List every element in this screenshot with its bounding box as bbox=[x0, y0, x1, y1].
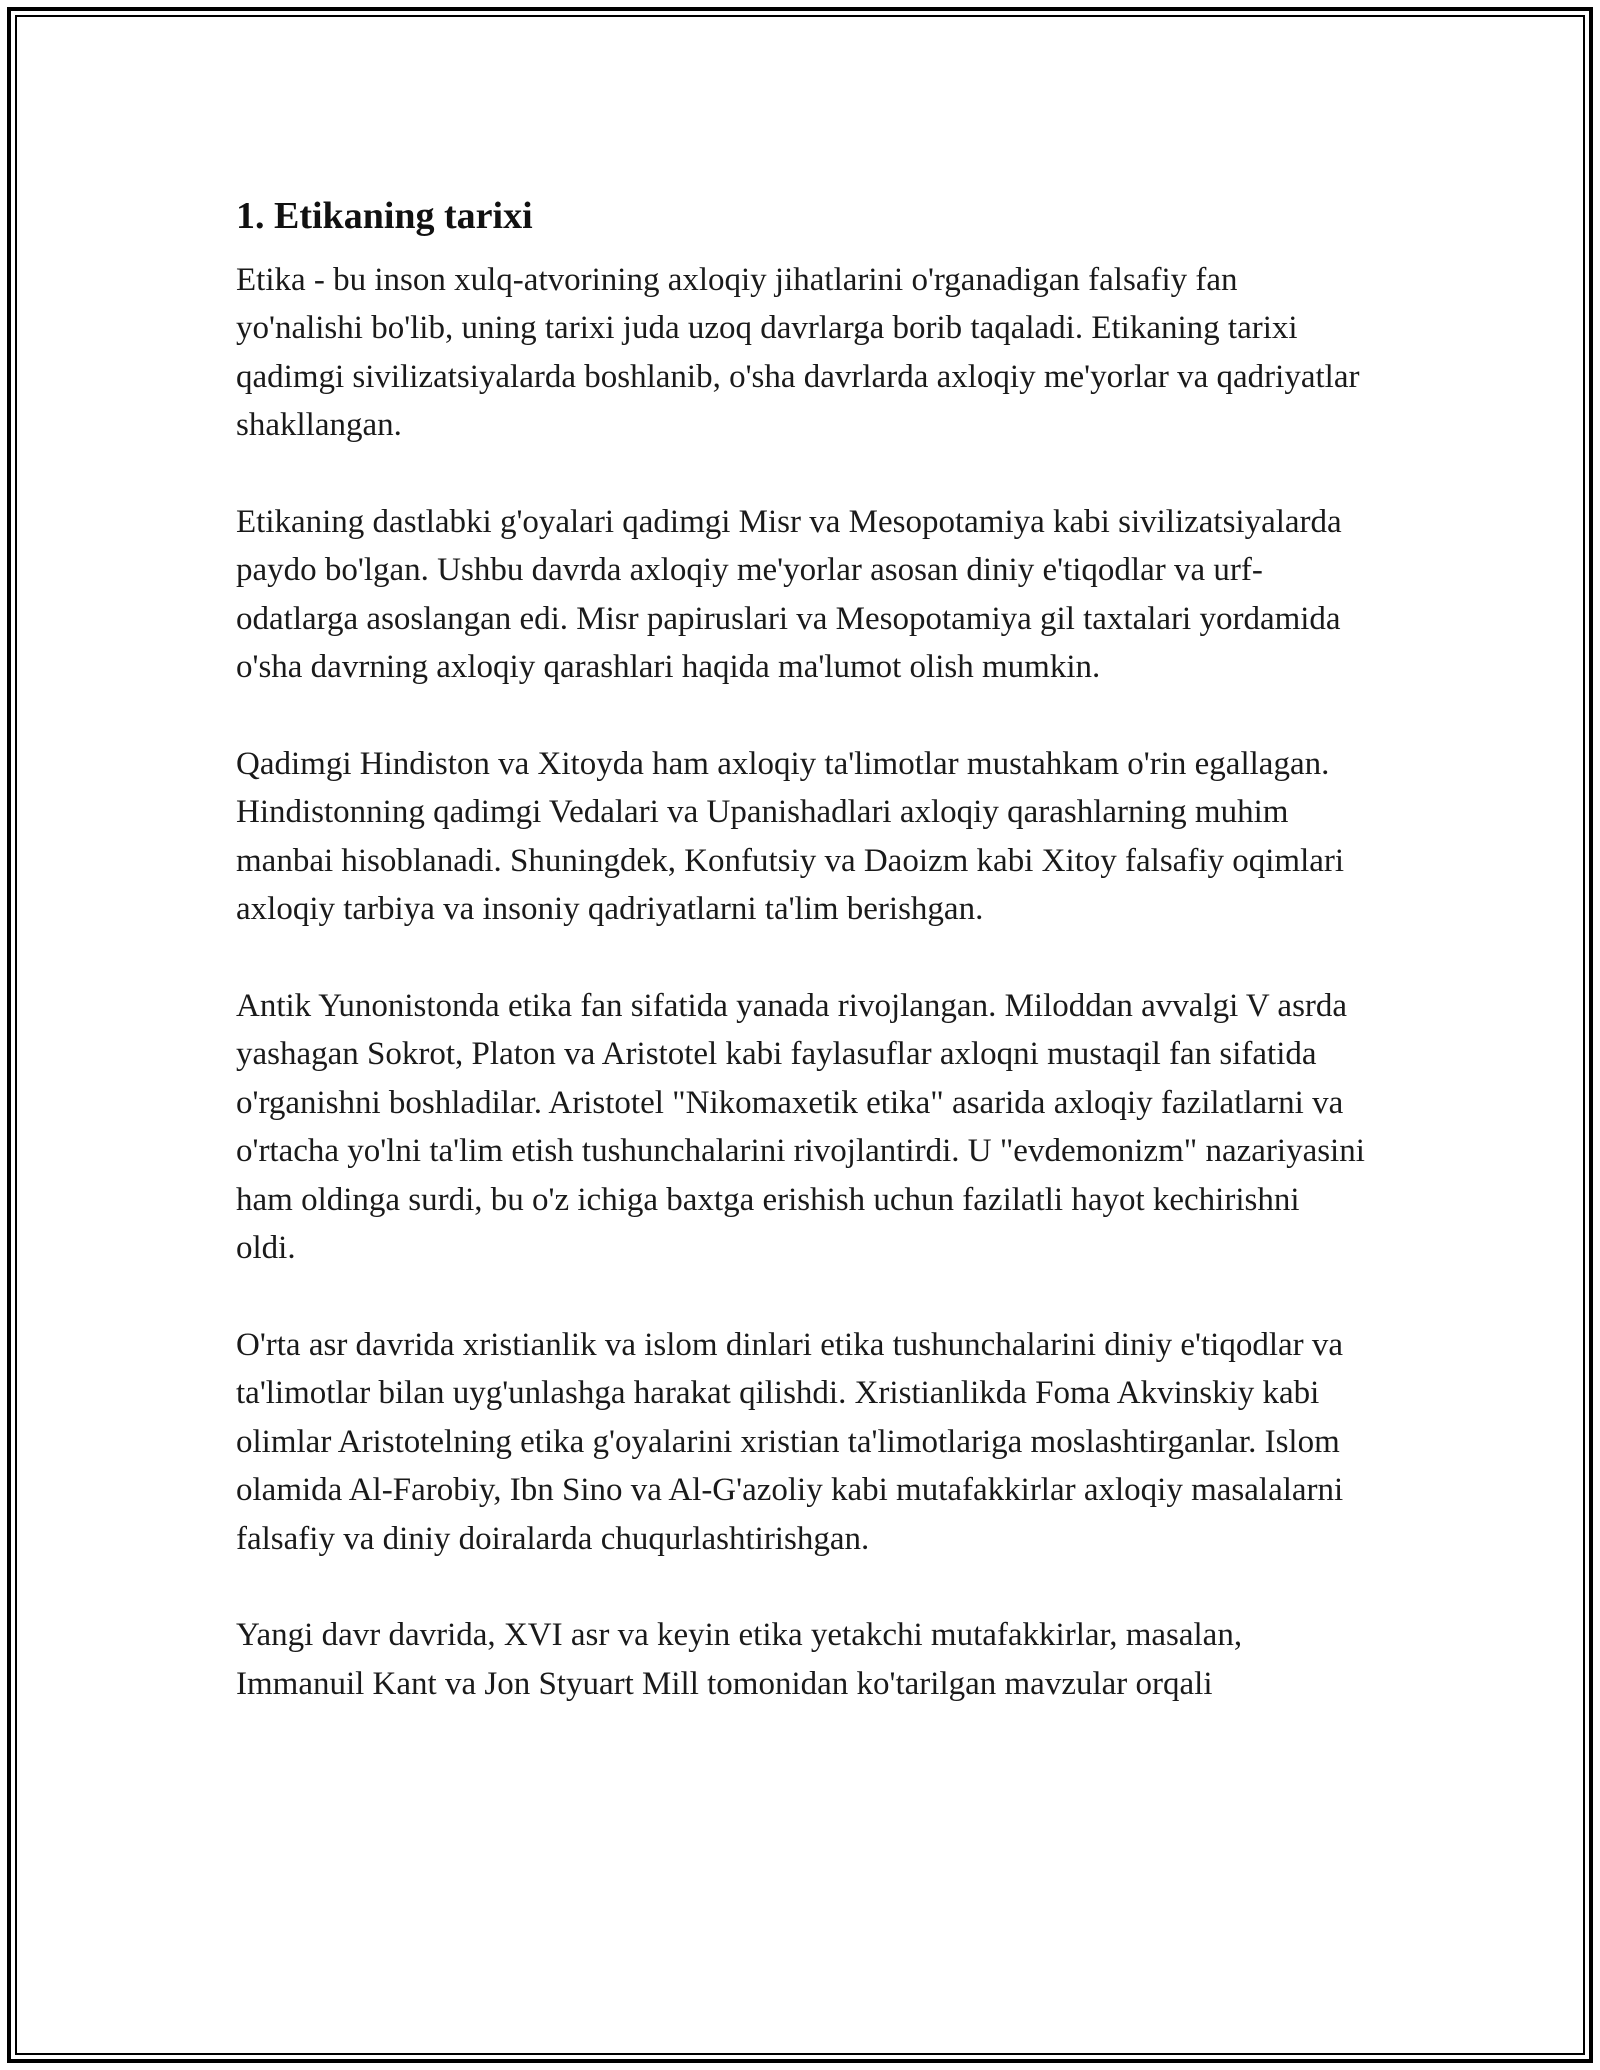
paragraph-india-china: Qadimgi Hindiston va Xitoyda ham axloqiy ta'limotlar mustahkam o'rin egallagan. Hindistonning qadimgi Vedalari va Upanishadlari axloqiy qarashlarning muhim manbai hisoblanadi. Shuningdek, Konfutsiy va Daoizm kabi Xitoy falsafiy oqimlari axloqiy tarbiya va insoniy qadriyatlarni ta'lim berishgan. bbox=[236, 746, 1345, 928]
paragraph-egypt-mesopotamia: Etikaning dastlabki g'oyalari qadimgi Misr va Mesopotamiya kabi sivilizatsiyalarda paydo bo'lgan. Ushbu davrda axloqiy me'yorlar asosan diniy e'tiqodlar va urf-odatlarga asoslangan edi. Misr papiruslari va Mesopotamiya gil taxtalari yordamida o'sha davrning axloqiy qarashlari haqida ma'lumot olish mumkin. bbox=[236, 504, 1342, 686]
section-heading: 1. Etikaning tarixi bbox=[236, 195, 533, 237]
paragraph-modern-era: Yangi davr davrida, XVI asr va keyin etika yetakchi mutafakkirlar, masalan, Immanuil Kant va Jon Styuart Mill tomonidan ko'tarilgan mavzular orqali bbox=[236, 1617, 1243, 1702]
paragraph-middle-ages: O'rta asr davrida xristianlik va islom dinlari etika tushunchalarini diniy e'tiqodlar va ta'limotlar bilan uyg'unlashga harakat qilishdi. Xristianlikda Foma Akvinskiy kabi olimlar Aristotelning etika g'oyalarini xristian ta'limotlariga moslashtirganlar. Islom olamida Al-Farobiy, Ibn Sino va Al-G'azoliy kabi mutafakkirlar axloqiy masalalarni falsafiy va diniy doiralarda chuqurlashtirishgan. bbox=[236, 1326, 1344, 1557]
paragraph-ancient-greece: Antik Yunonistonda etika fan sifatida yanada rivojlangan. Miloddan avvalgi V asrda yashagan Sokrot, Platon va Aristotel kabi faylasuflar axloqni mustaqil fan sifatida o'rganishni boshladilar. Aristotel "Nikomaxetik etika" asarida axloqiy fazilatlarni va o'rtacha yo'lni ta'lim etish tushunchalarini rivojlantirdi. U "evdemonizm" nazariyasini ham oldinga surdi, bu o'z ichiga baxtga erishish uchun fazilatli hayot kechirishni oldi. bbox=[236, 988, 1365, 1267]
document-body bbox=[236, 188, 1366, 1708]
paragraph-intro: Etika - bu inson xulq-atvorining axloqiy jihatlarini o'rganadigan falsafiy fan yo'nalishi bo'lib, uning tarixi juda uzoq davrlarga borib taqaladi. Etikaning tarixi qadimgi sivilizatsiyalarda boshlanib, o'sha davrlarda axloqiy me'yorlar va qadriyatlar shakllangan. bbox=[236, 262, 1360, 444]
